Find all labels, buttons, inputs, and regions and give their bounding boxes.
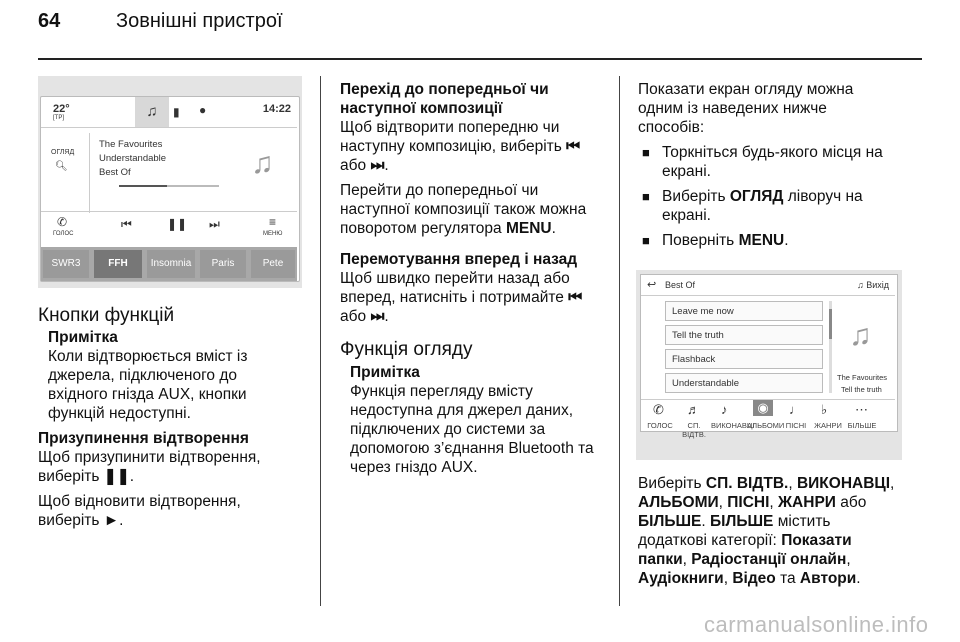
rotate-line: поворотом регулятора MENU. bbox=[340, 220, 556, 237]
rotate-line: Перейти до попередньої чи bbox=[340, 182, 539, 199]
select-line: папки, Радіостанції онлайн, bbox=[638, 551, 851, 568]
note-title: Примітка bbox=[48, 329, 118, 346]
note-line: підключених до системи за bbox=[350, 421, 546, 438]
note-line: допомогою з’єднання Bluetooth та bbox=[350, 440, 594, 457]
info-icon[interactable]: ● bbox=[199, 103, 207, 117]
category: БІЛЬШЕ bbox=[710, 513, 774, 530]
category: ВИКОНАВЦІ bbox=[796, 475, 891, 492]
list-item[interactable]: Leave me now bbox=[665, 301, 823, 321]
temperature-sub: [TP] bbox=[53, 115, 65, 121]
category: СП. ВІДТВ. bbox=[705, 475, 789, 492]
search-icon[interactable]: 🔍︎ bbox=[55, 161, 68, 172]
pause-symbol: ❚❚ bbox=[103, 468, 130, 485]
album-art-icon: ♫ bbox=[251, 147, 274, 180]
column-3-top bbox=[638, 80, 922, 250]
column-2 bbox=[340, 80, 612, 477]
bullet-text: Поверніть bbox=[662, 232, 735, 249]
next-symbol: ⏭ bbox=[370, 157, 385, 174]
category: АЛЬБОМИ bbox=[638, 494, 719, 511]
preset-3[interactable]: Insomnia bbox=[147, 250, 195, 278]
phone-icon[interactable]: ▮ bbox=[173, 105, 180, 119]
select-line: АЛЬБОМИ, ПІСНІ, ЖАНРИ або bbox=[638, 494, 867, 511]
pause-line: виберіть ❚❚. bbox=[38, 468, 135, 485]
header-rule bbox=[38, 58, 922, 60]
browse-section-title: Функція огляду bbox=[340, 339, 473, 360]
list-item[interactable]: Understandable bbox=[665, 373, 823, 393]
bullet-text: Виберіть bbox=[662, 188, 726, 205]
pause-icon[interactable]: ❚❚ bbox=[167, 217, 188, 231]
exit-label: Вихід bbox=[866, 280, 889, 290]
bullet-item bbox=[638, 143, 922, 181]
text: містить bbox=[777, 513, 831, 530]
song-icon[interactable]: ♩ bbox=[789, 402, 802, 417]
divider bbox=[641, 295, 895, 296]
browse-label[interactable]: ОГЛЯД bbox=[51, 149, 75, 156]
rotate-line: наступної композиції також можна bbox=[340, 201, 587, 218]
preset-1[interactable]: SWR3 bbox=[43, 250, 89, 278]
preset-5[interactable]: Pete bbox=[251, 250, 295, 278]
category: БІЛЬШЕ bbox=[638, 513, 702, 530]
menu-icon[interactable]: ≡ bbox=[269, 215, 277, 229]
tab-more[interactable]: БІЛЬШЕ bbox=[847, 421, 877, 430]
tab-playlists[interactable]: СП. ВІДТВ. bbox=[682, 421, 706, 439]
track-album: Best Of bbox=[99, 167, 131, 178]
ff-line bbox=[340, 288, 612, 307]
temperature: 22° bbox=[53, 103, 70, 115]
bullet-bold: MENU bbox=[738, 232, 785, 249]
progress-fill bbox=[119, 185, 167, 187]
ff-title: Перемотування вперед і назад bbox=[340, 251, 578, 268]
skip-line: або ⏭. bbox=[340, 157, 389, 174]
menu-label[interactable]: МЕНЮ bbox=[263, 231, 283, 237]
note-line: недоступна для джерел даних, bbox=[350, 402, 573, 419]
page-header bbox=[38, 10, 283, 33]
select-line: Аудіокниги, Відео та Автори. bbox=[638, 570, 861, 587]
skip-title: Перехід до попередньої чи bbox=[340, 81, 549, 98]
ff-line: або ⏭. bbox=[340, 308, 389, 325]
bullet-item: ■ Поверніть MENU. bbox=[638, 231, 922, 250]
category: папки bbox=[638, 551, 683, 568]
intro-line: способів: bbox=[638, 119, 705, 136]
select-line: Виберіть СП. ВІДТВ., ВИКОНАВЦІ, bbox=[638, 475, 895, 492]
bullet-text: ліворуч на bbox=[787, 188, 863, 205]
watermark: carmanualsonline.info bbox=[704, 612, 929, 637]
browse-title: Best Of bbox=[665, 280, 696, 290]
back-icon[interactable]: ↩ bbox=[647, 279, 657, 291]
page-number: 64 bbox=[38, 10, 61, 32]
skip-line: Щоб відтворити попередню чи bbox=[340, 119, 560, 136]
pause-text: виберіть bbox=[38, 468, 100, 485]
resume-text: виберіть bbox=[38, 512, 100, 529]
divider bbox=[89, 133, 90, 213]
display-frame bbox=[40, 96, 300, 282]
exit-button[interactable] bbox=[857, 280, 889, 290]
clock: 14:22 bbox=[262, 103, 291, 115]
list-item[interactable]: Tell the truth bbox=[665, 325, 823, 345]
genre-icon[interactable]: ♭ bbox=[821, 402, 828, 417]
category: Відео bbox=[732, 570, 776, 587]
note-line: джерела, підключеного до bbox=[48, 367, 237, 384]
scrollbar-thumb[interactable] bbox=[829, 309, 832, 339]
rotate-text: поворотом регулятора bbox=[340, 220, 502, 237]
page-title: Зовнішні пристрої bbox=[116, 10, 283, 32]
category: Радіостанції онлайн bbox=[691, 551, 847, 568]
track-title: The Favourites bbox=[99, 139, 163, 150]
browse-screenshot bbox=[636, 270, 902, 460]
note-block bbox=[38, 328, 310, 423]
text: додаткові категорії: bbox=[638, 532, 777, 549]
track-artist: Understandable bbox=[99, 153, 167, 164]
section-title-function-buttons: Кнопки функцій bbox=[38, 305, 175, 326]
divider bbox=[41, 211, 297, 212]
category: ЖАНРИ bbox=[778, 494, 836, 511]
next-icon[interactable]: ⏭ bbox=[209, 217, 220, 231]
preset-4[interactable]: Paris bbox=[200, 250, 246, 278]
note-line: Коли відтворюється вміст із bbox=[48, 348, 248, 365]
pause-title: Призупинення відтворення bbox=[38, 430, 249, 447]
note-line: функцій недоступні. bbox=[48, 405, 191, 422]
text: або bbox=[840, 494, 867, 511]
ff-text: вперед, натисніть і потримайте bbox=[340, 289, 564, 306]
menu-word: MENU bbox=[505, 220, 552, 237]
tab-albums[interactable]: АЛЬБОМИ bbox=[747, 421, 785, 430]
column-divider-2 bbox=[619, 76, 620, 606]
display-frame bbox=[640, 274, 898, 439]
note-block bbox=[340, 363, 612, 477]
tab-songs[interactable]: ПІСНІ bbox=[785, 421, 807, 430]
list-item[interactable]: Flashback bbox=[665, 349, 823, 369]
bullet-item bbox=[638, 187, 922, 225]
voice-icon[interactable]: ✆ bbox=[57, 215, 68, 229]
music-icon[interactable]: ♫ bbox=[135, 97, 169, 127]
tab-genres[interactable]: ЖАНРИ bbox=[814, 421, 842, 430]
note-line: Функція перегляду вмісту bbox=[350, 383, 533, 400]
previous-icon[interactable]: ⏮ bbox=[121, 217, 132, 231]
pause-line: Щоб призупинити відтворення, bbox=[38, 449, 261, 466]
ff-line: Щоб швидко перейти назад або bbox=[340, 270, 570, 287]
now-playing-screenshot bbox=[38, 76, 302, 288]
bullet-text: Торкніться будь-якого місця на bbox=[662, 144, 883, 161]
intro-line: одним із наведених нижче bbox=[638, 100, 827, 117]
category: Автори bbox=[799, 570, 857, 587]
note-title: Примітка bbox=[350, 364, 420, 381]
prev-symbol: ⏮ bbox=[566, 138, 581, 155]
voice-icon[interactable]: ✆ bbox=[653, 402, 664, 417]
intro-line: Показати екран огляду можна bbox=[638, 81, 854, 98]
playlist-icon[interactable]: ♬ bbox=[687, 402, 700, 417]
or-text: або bbox=[340, 308, 367, 325]
note-line: через гніздо AUX. bbox=[350, 459, 478, 476]
more-icon[interactable]: ⋯ bbox=[855, 402, 868, 417]
column-1 bbox=[38, 306, 310, 530]
divider bbox=[41, 127, 297, 128]
preset-2[interactable]: FFH bbox=[94, 250, 142, 278]
skip-line bbox=[340, 137, 612, 156]
note-line: вхідного гнізда AUX, кнопки bbox=[48, 386, 247, 403]
voice-label[interactable]: ГОЛОС bbox=[53, 231, 74, 237]
column-3-bottom bbox=[638, 474, 928, 588]
tab-voice[interactable]: ГОЛОС bbox=[647, 421, 673, 430]
bullet-list bbox=[638, 143, 922, 250]
resume-line: виберіть ►. bbox=[38, 512, 124, 529]
album-art-icon: ♫ bbox=[849, 319, 872, 352]
text: та bbox=[780, 570, 796, 587]
artist-icon[interactable]: ♪ bbox=[721, 402, 728, 417]
prev-symbol: ⏮ bbox=[568, 289, 583, 306]
text: Виберіть bbox=[638, 475, 702, 492]
column-divider-1 bbox=[320, 76, 321, 606]
resume-symbol: ► bbox=[103, 512, 120, 529]
select-line bbox=[638, 531, 928, 550]
skip-text: наступну композицію, виберіть bbox=[340, 138, 562, 155]
now-artist: The Favourites bbox=[837, 373, 888, 382]
next-symbol: ⏭ bbox=[370, 308, 385, 325]
category: Показати bbox=[781, 532, 852, 549]
or-text: або bbox=[340, 157, 367, 174]
select-line: БІЛЬШЕ. БІЛЬШЕ містить bbox=[638, 513, 831, 530]
tab-artists[interactable]: ВИКОНАВЦІ bbox=[711, 421, 755, 430]
bullet-text: екрані. bbox=[662, 163, 711, 180]
music-icon: ♫ bbox=[856, 280, 867, 290]
preset-bar bbox=[41, 247, 297, 281]
bullet-bold: ОГЛЯД bbox=[729, 188, 784, 205]
resume-line: Щоб відновити відтворення, bbox=[38, 493, 241, 510]
skip-title: наступної композиції bbox=[340, 100, 503, 117]
category: Аудіокниги bbox=[638, 570, 724, 587]
category: ПІСНІ bbox=[727, 494, 770, 511]
album-icon[interactable]: ◉ bbox=[753, 400, 773, 416]
bullet-text: екрані. bbox=[662, 207, 711, 224]
now-track: Tell the truth bbox=[841, 385, 882, 394]
